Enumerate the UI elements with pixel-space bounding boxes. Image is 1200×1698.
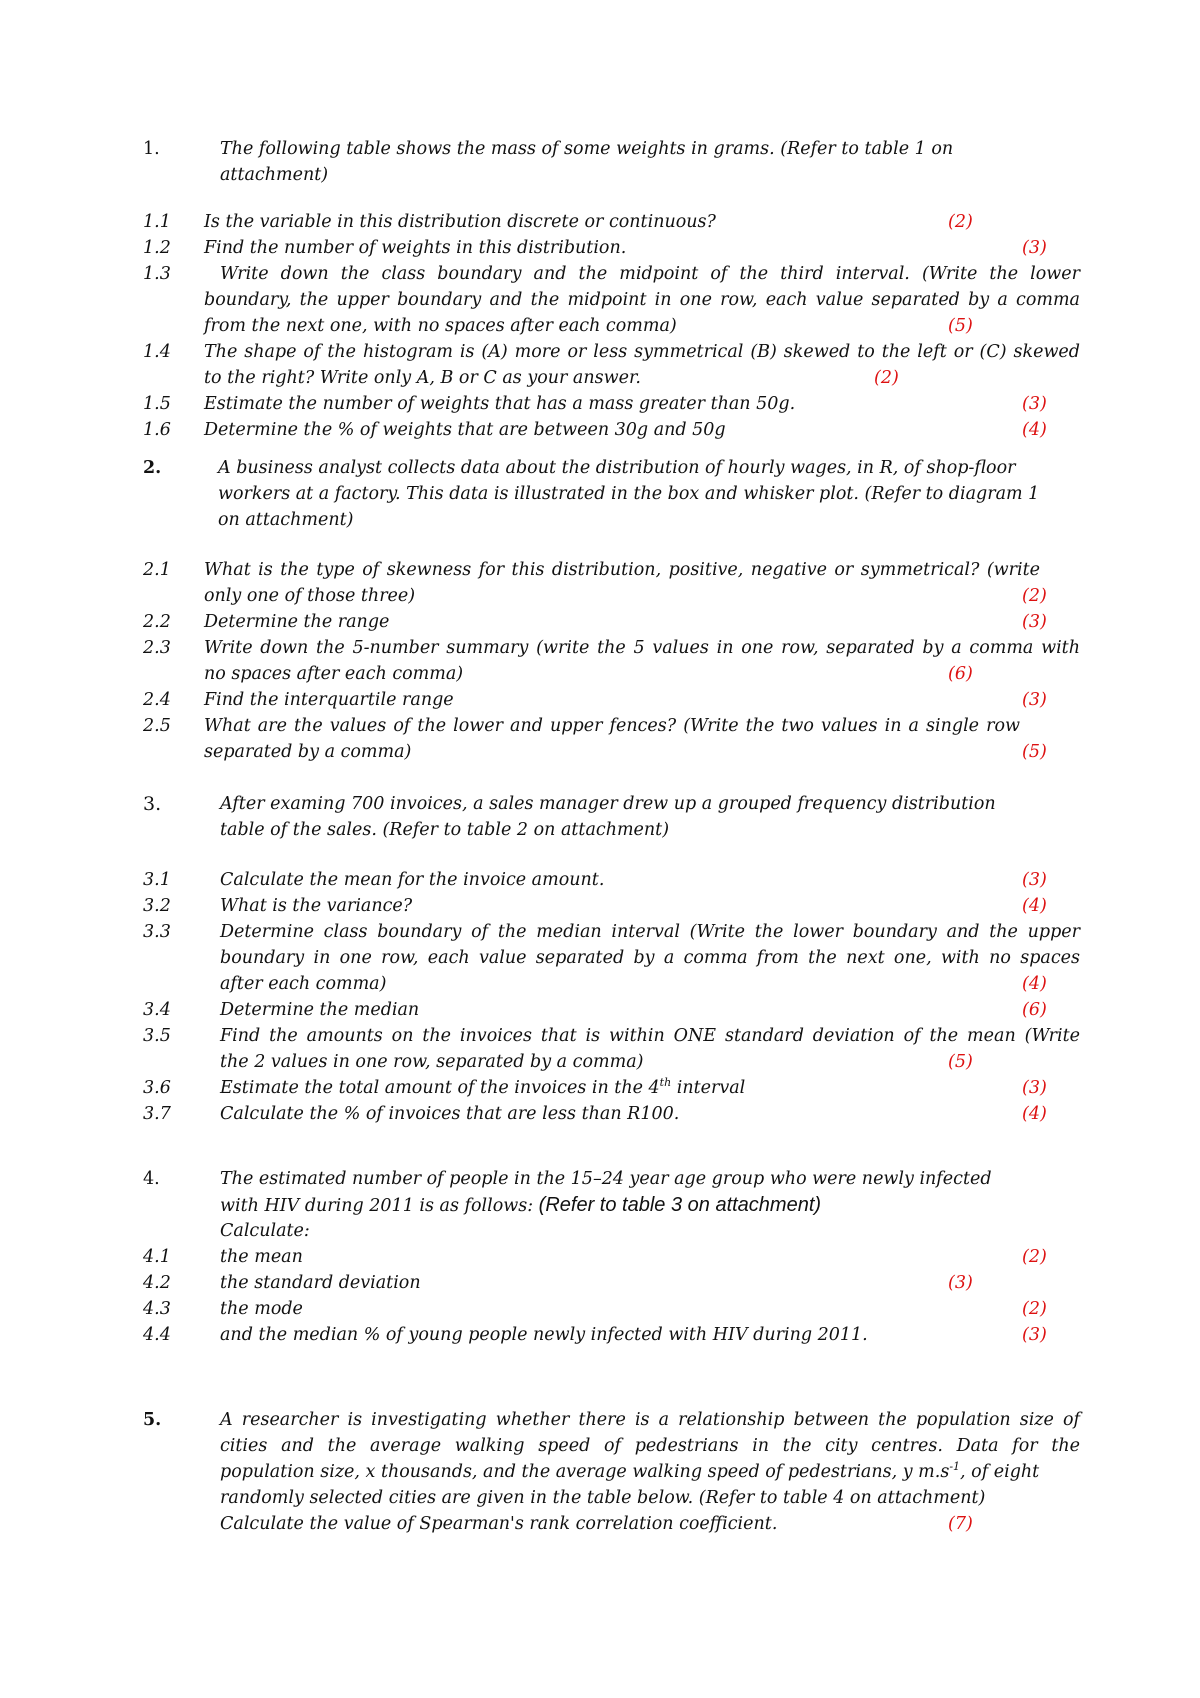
q1-6-text: Determine the % of weights that are between 30g and 50g <box>204 420 726 440</box>
q1-6-marks: (4) <box>1022 420 1047 440</box>
q3-5-marks: (5) <box>948 1052 973 1072</box>
q1-text-line1: The following table shows the mass of some weights in grams. (Refer to table 1 on <box>220 139 954 159</box>
q1-4-marks: (2) <box>874 368 899 388</box>
q3-3-marks: (4) <box>1022 974 1047 994</box>
q3-7-number: 3.7 <box>143 1104 171 1124</box>
q2-5-text-line1: What are the values of the lower and upper fences? (Write the two values in a single row <box>204 716 1020 736</box>
q3-3-text-line3: after each comma) <box>220 974 387 994</box>
q5-marks: (7) <box>948 1514 973 1534</box>
q2-2-number: 2.2 <box>143 612 171 632</box>
q2-2-marks: (3) <box>1022 612 1047 632</box>
q4-1-number: 4.1 <box>143 1247 171 1267</box>
q3-4-marks: (6) <box>1022 1000 1047 1020</box>
q2-3-number: 2.3 <box>143 638 171 658</box>
q1-5-number: 1.5 <box>143 394 171 414</box>
q3-4-number: 3.4 <box>143 1000 171 1020</box>
q4-2-marks: (3) <box>948 1273 973 1293</box>
q5-number: 5. <box>143 1410 162 1430</box>
q4-3-text: the mode <box>220 1299 303 1319</box>
q1-3-text-line3: from the next one, with no spaces after each comma) <box>204 316 677 336</box>
q2-3-marks: (6) <box>948 664 973 684</box>
q4-4-marks: (3) <box>1022 1325 1047 1345</box>
q1-6-number: 1.6 <box>143 420 171 440</box>
q3-6-text: Estimate the total amount of the invoices in the 4th interval <box>220 1076 746 1098</box>
q1-4-text-line2: to the right? Write only A, B or C as your answer. <box>204 368 641 388</box>
q2-text-line3: on attachment) <box>218 510 354 530</box>
q3-3-text-line2: boundary in one row, each value separated by a comma from the next one, with no spaces <box>220 948 1080 968</box>
q2-number: 2. <box>143 458 162 478</box>
q2-4-number: 2.4 <box>143 690 171 710</box>
q3-number: 3. <box>143 793 162 815</box>
q5-text-line1: A researcher is investigating whether there is a relationship between the population size of <box>220 1410 1080 1430</box>
q1-1-text: Is the variable in this distribution discrete or continuous? <box>204 212 716 232</box>
q3-7-marks: (4) <box>1022 1104 1047 1124</box>
q1-2-number: 1.2 <box>143 238 171 258</box>
q1-5-marks: (3) <box>1022 394 1047 414</box>
q4-text-line1: The estimated number of people in the 15–24 year age group who were newly infected <box>220 1169 992 1189</box>
q4-text-line3: Calculate: <box>220 1221 310 1241</box>
q3-3-number: 3.3 <box>143 922 171 942</box>
q3-5-text-line2: the 2 values in one row, separated by a comma) <box>220 1052 644 1072</box>
q2-5-marks: (5) <box>1022 742 1047 762</box>
q1-1-marks: (2) <box>948 212 973 232</box>
q4-1-marks: (2) <box>1022 1247 1047 1267</box>
q2-3-text-line1: Write down the 5-number summary (write the 5 values in one row, separated by a comma with <box>204 638 1080 658</box>
q1-2-text: Find the number of weights in this distribution. <box>204 238 627 258</box>
q2-1-text-line1: What is the type of skewness for this distribution, positive, negative or symmetrical? (write <box>204 560 1040 580</box>
q3-1-marks: (3) <box>1022 870 1047 890</box>
q3-6-number: 3.6 <box>143 1078 171 1098</box>
q2-text-line2: workers at a factory. This data is illustrated in the box and whisker plot. (Refer to diagram 1 <box>218 484 1040 504</box>
q4-4-number: 4.4 <box>143 1325 171 1345</box>
q1-3-marks: (5) <box>948 316 973 336</box>
q4-2-number: 4.2 <box>143 1273 171 1293</box>
q2-2-text: Determine the range <box>204 612 390 632</box>
q3-2-text: What is the variance? <box>220 896 413 916</box>
q1-5-text: Estimate the number of weights that has a mass greater than 50g. <box>204 394 796 414</box>
q3-1-text: Calculate the mean for the invoice amount. <box>220 870 605 890</box>
q1-4-text-line1: The shape of the histogram is (A) more or less symmetrical (B) skewed to the left or (C) skewed <box>204 342 1080 362</box>
q5-text-line2: cities and the average walking speed of pedestrians in the city centres. Data for the <box>220 1436 1080 1456</box>
q5-text-line3: population size, x thousands, and the average walking speed of pedestrians, y $m.s^{-1}$, of eight <box>220 1460 1040 1482</box>
q3-4-text: Determine the median <box>220 1000 420 1020</box>
q2-1-text-line2: only one of those three) <box>204 586 416 606</box>
q2-4-text: Find the interquartile range <box>204 690 454 710</box>
q4-1-text: the mean <box>220 1247 303 1267</box>
q1-2-marks: (3) <box>1022 238 1047 258</box>
q3-5-text-line1: Find the amounts on the invoices that is within ONE standard deviation of the mean (Write <box>220 1026 1080 1046</box>
q1-4-number: 1.4 <box>143 342 171 362</box>
q3-6-marks: (3) <box>1022 1078 1047 1098</box>
q2-1-number: 2.1 <box>143 560 171 580</box>
q2-3-text-line2: no spaces after each comma) <box>204 664 464 684</box>
q4-2-text: the standard deviation <box>220 1273 421 1293</box>
q1-3-text-line2: boundary, the upper boundary and the midpoint in one row, each value separated by a comma <box>204 290 1080 310</box>
q4-number: 4. <box>143 1169 160 1189</box>
q2-1-marks: (2) <box>1022 586 1047 606</box>
q3-2-marks: (4) <box>1022 896 1047 916</box>
q3-1-number: 3.1 <box>143 870 171 890</box>
q1-text-line2: attachment) <box>220 165 329 185</box>
q3-text-line2: table of the sales. (Refer to table 2 on attachment) <box>220 820 670 840</box>
q4-3-number: 4.3 <box>143 1299 171 1319</box>
q2-4-marks: (3) <box>1022 690 1047 710</box>
q2-5-number: 2.5 <box>143 716 171 736</box>
q3-text-line1: After examing 700 invoices, a sales manager drew up a grouped frequency distribution <box>220 794 996 814</box>
q4-4-text: and the median % of young people newly infected with HIV during 2011. <box>220 1325 868 1345</box>
q5-text-line4: randomly selected cities are given in the table below. (Refer to table 4 on attachment) <box>220 1488 986 1508</box>
q1-1-number: 1.1 <box>143 212 171 232</box>
q3-3-text-line1: Determine class boundary of the median interval (Write the lower boundary and the upper <box>220 922 1080 942</box>
q2-text-line1: A business analyst collects data about the distribution of hourly wages, in R, of shop-floor <box>218 458 1016 478</box>
q5-text-line5: Calculate the value of Spearman's rank correlation coefficient. <box>220 1514 778 1534</box>
q3-2-number: 3.2 <box>143 896 171 916</box>
q4-3-marks: (2) <box>1022 1299 1047 1319</box>
q1-3-number: 1.3 <box>143 264 171 284</box>
q4-text-line2: with HIV during 2011 is as follows: (Refer to table 3 on attachment) <box>220 1194 822 1216</box>
q2-5-text-line2: separated by a comma) <box>204 742 412 762</box>
q3-5-number: 3.5 <box>143 1026 171 1046</box>
q1-number: 1. <box>143 139 160 159</box>
q3-7-text: Calculate the % of invoices that are less than R100. <box>220 1104 680 1124</box>
q1-3-text-line1: Write down the class boundary and the midpoint of the third interval. (Write the lower <box>220 264 1080 284</box>
